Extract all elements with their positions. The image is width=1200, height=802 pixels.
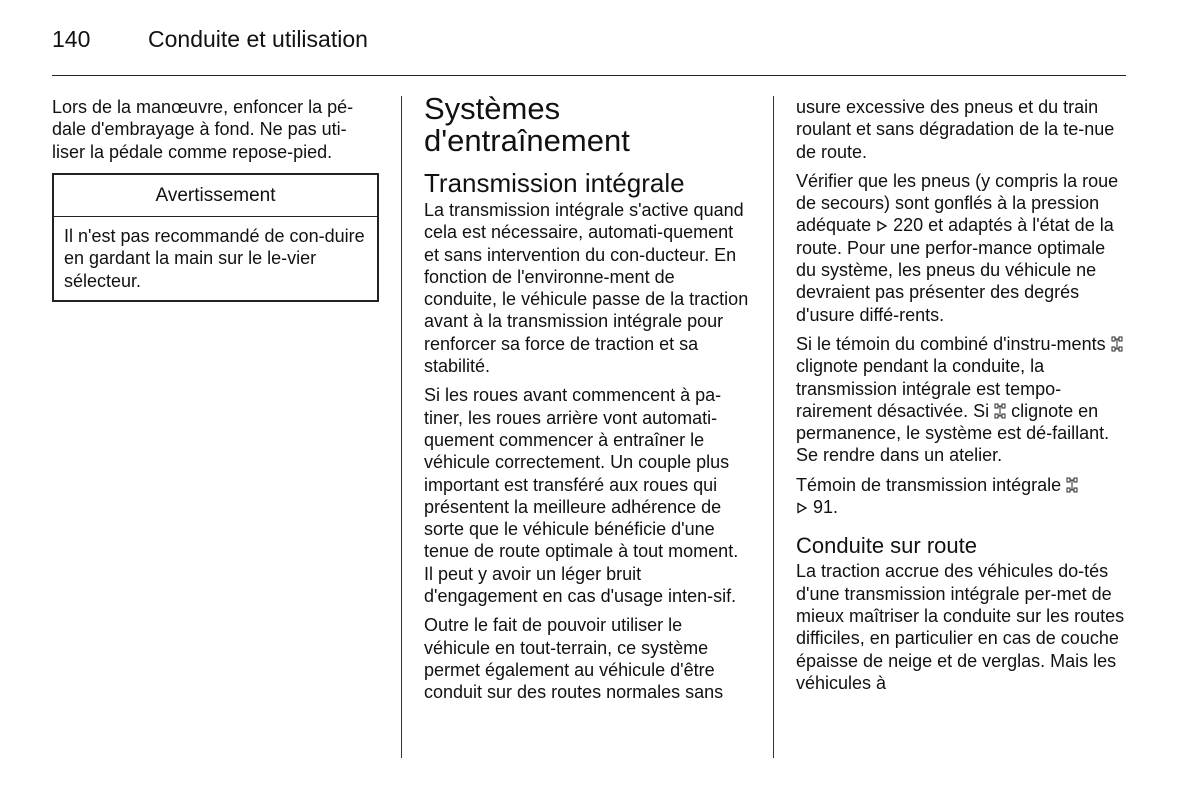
paragraph: La transmission intégrale s'active quand cela est nécessaire, automati-quement et sans intervention du con-ducteur. En fonction de l'environne-ment de conduite, le véhicule passe de la traction avant à la transmission intégrale pour renforcer sa force de traction et sa stabilité. (424, 200, 749, 377)
subsection-heading: Conduite sur route (796, 533, 977, 559)
paragraph: La traction accrue des véhicules do-tés d'une transmission intégrale per-met de mieux maîtriser la conduite sur les routes difficiles, en particulier en cas de couche épaisse de neige et de verglas. Mais les véhicules à (796, 561, 1125, 693)
awd-warning-light-icon (994, 403, 1006, 419)
paragraph (796, 170, 1126, 326)
text-run: clignote en permanence, le système est dé-faillant. Se rendre dans un atelier. (796, 400, 1110, 466)
text-run: Témoin de transmission intégrale (796, 474, 1067, 495)
page-reference-arrow-icon (876, 220, 888, 232)
page-number: 140 (52, 26, 91, 52)
column-middle (424, 91, 752, 711)
paragraph: Lors de la manœuvre, enfoncer la pé-dale d'embrayage à fond. Ne pas uti-liser la pédale comme repose-pied. (52, 97, 354, 162)
text-run: Si le témoin du combiné d'instru-ments (796, 333, 1111, 354)
warning-box (52, 173, 379, 302)
paragraph: usure excessive des pneus et du train roulant et sans dégradation de la te-nue de route. (796, 97, 1115, 162)
paragraph (796, 333, 1126, 467)
warning-title: Avertissement (54, 175, 377, 217)
column-right (796, 96, 1126, 701)
subsection-heading: Transmission intégrale (424, 168, 685, 198)
warning-text: Il n'est pas recommandé de con-duire en gardant la main sur le le-vier sélecteur. (64, 226, 365, 291)
awd-warning-light-icon (1111, 336, 1123, 352)
page-reference[interactable]: 91. (813, 497, 839, 518)
column-divider (773, 96, 774, 758)
header-rule (52, 75, 1126, 76)
page-reference-arrow-icon (796, 502, 808, 514)
paragraph: Outre le fait de pouvoir utiliser le véhicule en tout-terrain, ce système permet également au véhicule d'être conduit sur des routes normales sans (424, 615, 724, 703)
column-left (52, 96, 379, 302)
section-heading: Systèmes d'entraînement (424, 91, 630, 158)
paragraph (796, 474, 1126, 519)
paragraph: Si les roues avant commencent à pa-tiner, les roues arrière vont automati-quement commencer à entraîner le véhicule correctement. Un couple plus important est transféré aux roues qui présentent la meilleure adhérence de sorte que le véhicule bénéficie d'une tenue de route optimale à tout moment. Il peut y avoir un léger bruit d'engagement en cas d'usage inten-sif. (424, 385, 739, 607)
chapter-title: Conduite et utilisation (148, 26, 368, 52)
page-reference[interactable]: 220 (893, 215, 924, 236)
text-run: et adaptés à l'état de la route. Pour une perfor-mance optimale du système, les pneus du véhicule ne devraient pas présenter des degrés d'usure diffé-rents. (796, 215, 1114, 325)
text-run: clignote pendant la conduite, la transmission intégrale est tempo-rairement désactivée. Si (796, 356, 1062, 421)
column-divider (401, 96, 402, 758)
text-run: Vérifier que les pneus (y compris la roue de secours) sont gonflés à la pression adéquate (796, 170, 1119, 236)
awd-warning-light-icon (1066, 477, 1078, 493)
